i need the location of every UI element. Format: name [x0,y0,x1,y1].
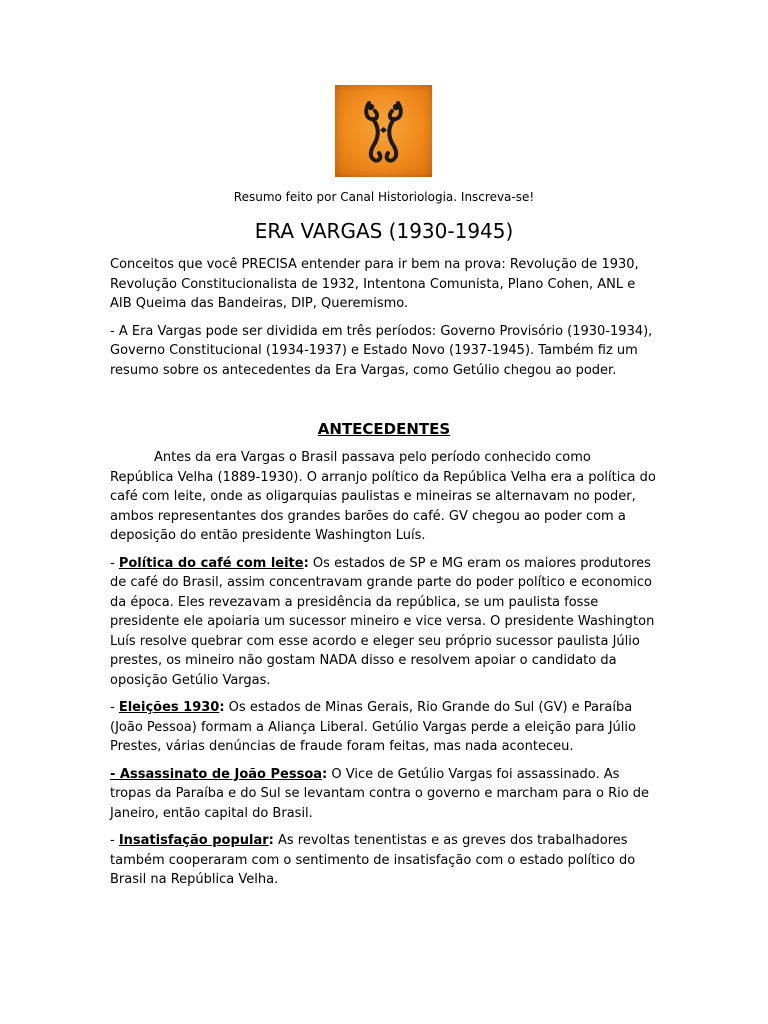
item-separator: : [219,700,225,715]
document-body [110,255,658,898]
item-term: Insatisfação popular [118,833,269,848]
list-item [110,765,658,824]
list-item [110,554,658,691]
item-prefix: - [110,833,119,848]
item-separator: : [322,766,328,782]
page-title: ERA VARGAS (1930-1945) [254,219,514,243]
list-item [110,831,658,890]
item-text: As revoltas tenentistas e as greves dos trabalhadores também cooperaram com o sentimento de insatisfação com o estado político do Brasil na República Velha. [110,833,636,887]
item-term: Eleições 1930 [118,700,220,715]
item-text: Os estados de Minas Gerais, Rio Grande do Sul (GV) e Paraíba (João Pessoa) formam a Aliança Liberal. Getúlio Vargas perde a eleição para Júlio Prestes, várias denúncias de fraude foram feitas, mas nada aconteceu. [110,700,636,754]
section-heading-antecedentes: ANTECEDENTES [317,420,451,438]
historiologia-logo-icon [335,85,432,177]
item-text: Os estados de SP e MG eram os maiores produtores de café do Brasil, assim concentravam grande parte do poder político e economico da época. Eles revezavam a presidência da república, se um paulista fosse presidente ele apoiaria um sucessor mineiro e vice versa. O presidente Washington Luís resolve quebrar com esse acordo e eleger seu próprio sucessor paulista Júlio prestes, os mineiro não gostam NADA disso e resolvem apoiar o candidato da oposição Getúlio Vargas. [110,555,655,688]
item-separator: : [303,555,309,571]
list-item [110,698,658,757]
item-term: Política do café com leite [118,555,304,571]
antecedentes-paragraph: Antes da era Vargas o Brasil passava pelo período conhecido como República Velha (1889-1930). O arranjo político da República Velha era a política do café com leite, onde as oligarquias paulistas e mineiras se alternavam no poder, ambos representantes dos grandes barões do café. GV chegou ao poder com a deposição do então presidente Washington Luís. [110,450,656,543]
item-prefix: - [110,700,119,715]
item-separator: : [268,833,274,848]
item-term: - Assassinato de João Pessoa [110,766,323,782]
item-prefix: - [110,555,119,571]
concepts-paragraph: Conceitos que você PRECISA entender para ir bem na prova: Revolução de 1930, Revolução Constitucionalista de 1932, Intentona Comunista, Plano Cohen, ANL e AIB Queima das Bandeiras, DIP, Queremismo. [110,257,639,311]
item-text: O Vice de Getúlio Vargas foi assassinado. As tropas da Paraíba e do Sul se levantam contra o governo e marcham para o Rio de Janeiro, então capital do Brasil. [110,766,650,821]
periods-paragraph: - A Era Vargas pode ser dividida em três períodos: Governo Provisório (1930-1934), Governo Constitucional (1934-1937) e Estado Novo (1937-1945). Também fiz um resumo sobre os antecedentes da Era Vargas, como Getúlio chegou ao poder. [110,323,653,378]
channel-credit: Resumo feito por Canal Historiologia. Inscreva-se! [233,190,535,204]
logo-glyph-icon [335,85,432,177]
